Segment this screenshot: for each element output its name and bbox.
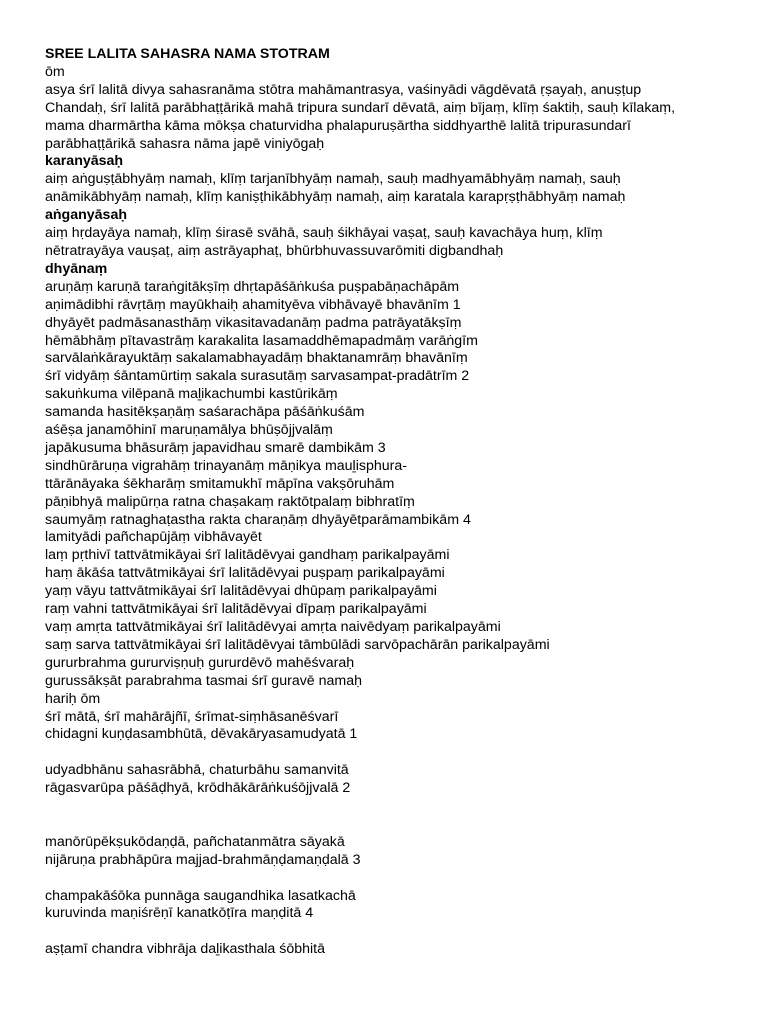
text-line: haṃ ākāśa tattvātmikāyai śrī lalitādēvyai puṣpaṃ parikalpayāmi	[45, 565, 445, 582]
text-line: raṃ vahni tattvātmikāyai śrī lalitādēvyai dīpaṃ parikalpayāmi	[45, 601, 427, 618]
text-line: rāgasvarūpa pāśāḍhyā, krōdhākārāṅkuśōjjvalā 2	[45, 780, 351, 797]
text-line: anāmikābhyāṃ namaḥ, klīṃ kaniṣṭhikābhyāṃ namaḥ, aiṃ karatala karapṛṣṭhābhyāṃ namaḥ	[45, 189, 626, 206]
section-heading: dhyānaṃ	[45, 260, 108, 277]
text-line: sindhūrāruṇa vigrahāṃ trinayanāṃ māṇikya mauḻisphura-	[45, 457, 407, 474]
document-page	[45, 46, 745, 959]
document-body	[45, 64, 745, 959]
text-line: nijāruṇa prabhāpūra majjad-brahmāṇḍamaṇḍalā 3	[45, 851, 361, 868]
text-line: ōm	[45, 63, 65, 80]
blank-line	[45, 798, 745, 816]
text-line: nētratrayāya vauṣaṭ, aiṃ astrāyaphaṭ, bhūrbhuvassuvarōmiti digbandhaḥ	[45, 242, 504, 259]
document-title: SREE LALITA SAHASRA NAMA STOTRAM	[45, 46, 330, 62]
text-line: laṃ pṛthivī tattvātmikāyai śrī lalitādēvyai gandhaṃ parikalpayāmi	[45, 547, 450, 564]
text-line: saumyāṃ ratnaghaṭastha rakta charaṇāṃ dhyāyētparāmambikām 4	[45, 511, 471, 528]
text-line: champakāśōka punnāga saugandhika lasatkachā	[45, 887, 356, 904]
text-line: yaṃ vāyu tattvātmikāyai śrī lalitādēvyai dhūpaṃ parikalpayāmi	[45, 583, 437, 600]
blank-line	[45, 816, 745, 834]
blank-line	[45, 923, 745, 941]
text-line: Chandaḥ, śrī lalitā parābhaṭṭārikā mahā tripura sundarī dēvatā, aiṃ bījaṃ, klīṃ śaktiḥ, sauḥ kīlakaṃ,	[45, 99, 676, 116]
blank-line	[45, 870, 745, 888]
text-line: sakuṅkuma vilēpanā maḻikachumbi kastūrikāṃ	[45, 386, 338, 403]
text-line: mama dharmārtha kāma mōkṣa chaturvidha phalapuruṣārtha siddhyarthē lalitā tripurasundarī	[45, 117, 631, 134]
text-line: japākusuma bhāsurāṃ japavidhau smarē dambikām 3	[45, 439, 386, 456]
text-line: kuruvinda maṇiśrēṇī kanatkōṭīra maṇḍitā 4	[45, 905, 314, 922]
text-line: gurussākṣāt parabrahma tasmai śrī guravē namaḥ	[45, 672, 363, 689]
text-line: dhyāyēt padmāsanasthāṃ vikasitavadanāṃ padma patrāyatākṣīṃ	[45, 314, 462, 331]
text-line: gururbrahma gururviṣṇuḥ gururdēvō mahēśvaraḥ	[45, 654, 355, 671]
text-line: aṇimādibhi rāvṛtāṃ mayūkhaiḥ ahamityēva vibhāvayē bhavānīm 1	[45, 296, 461, 313]
text-line: śrī vidyāṃ śāntamūrtiṃ sakala surasutāṃ sarvasampat-pradātrīm 2	[45, 368, 470, 385]
text-line: aṣṭamī chandra vibhrāja daḻikasthala śōbhitā	[45, 941, 325, 958]
text-line: saṃ sarva tattvātmikāyai śrī lalitādēvyai tāmbūlādi sarvōpachārān parikalpayāmi	[45, 636, 550, 653]
text-line: asya śrī lalitā divya sahasranāma stōtra mahāmantrasya, vaśinyādi vāgdēvatā ṛṣayaḥ, anuṣṭup	[45, 81, 642, 98]
text-line: udyadbhānu sahasrābhā, chaturbāhu samanvitā	[45, 762, 349, 779]
text-line: manōrūpēkṣukōdaṇḍā, pañchatanmātra sāyakā	[45, 833, 345, 850]
section-heading: karanyāsaḥ	[45, 153, 124, 170]
text-line: aiṃ hṛdayāya namaḥ, klīṃ śirasē svāhā, sauḥ śikhāyai vaṣaṭ, sauḥ kavachāya huṃ, klīṃ	[45, 225, 603, 242]
section-heading: aṅganyāsaḥ	[45, 207, 128, 224]
text-line: ttārānāyaka śēkharāṃ smitamukhī māpīna vakṣōruhām	[45, 475, 395, 492]
text-line: aiṃ aṅguṣṭābhyāṃ namaḥ, klīṃ tarjanībhyāṃ namaḥ, sauḥ madhyamābhyāṃ namaḥ, sauḥ	[45, 171, 621, 188]
text-line: śrī mātā, śrī mahārājñī, śrīmat-siṃhāsanēśvarī	[45, 708, 339, 725]
text-line: lamityādi pañchapūjāṃ vibhāvayēt	[45, 529, 262, 546]
text-line: sarvālaṅkārayuktāṃ sakalamabhayadāṃ bhaktanamrāṃ bhavānīṃ	[45, 350, 468, 367]
text-line: chidagni kuṇḍasambhūtā, dēvakāryasamudyatā 1	[45, 726, 358, 743]
text-line: samanda hasitēkṣaṇāṃ saśarachāpa pāśāṅkuśām	[45, 404, 365, 421]
text-line: hariḥ ōm	[45, 690, 101, 707]
blank-line	[45, 744, 745, 762]
text-line: vaṃ amṛta tattvātmikāyai śrī lalitādēvyai amṛta naivēdyaṃ parikalpayāmi	[45, 619, 501, 635]
text-line: aśēṣa janamōhinī maruṇamālya bhūṣōjjvalāṃ	[45, 422, 333, 439]
text-line: parābhaṭṭārikā sahasra nāma japē viniyōgaḥ	[45, 135, 325, 152]
text-line: pāṇibhyā malipūrṇa ratna chaṣakaṃ raktōtpalaṃ bibhratīṃ	[45, 493, 415, 510]
text-line: aruṇāṃ karuṇā taraṅgitākṣīṃ dhṛtapāśāṅkuśa puṣpabāṇachāpām	[45, 278, 460, 295]
text-line: hēmābhāṃ pītavastrāṃ karakalita lasamaddhēmapadmāṃ varāṅgīm	[45, 332, 478, 349]
